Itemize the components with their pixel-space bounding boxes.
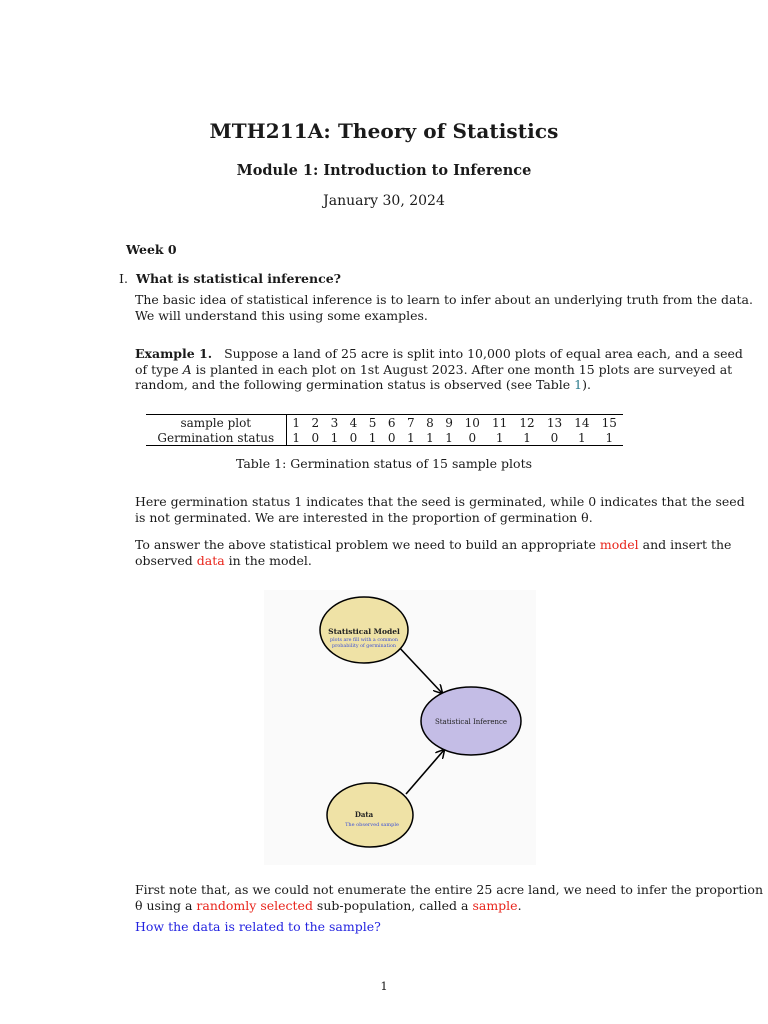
plot-number-cell: 12 xyxy=(513,415,540,431)
intro-paragraph xyxy=(135,292,753,323)
paragraph-line: observed data in the model. xyxy=(135,552,312,568)
plot-number-cell: 14 xyxy=(568,415,595,431)
example-label: Example 1. xyxy=(135,346,213,361)
data-title: Data xyxy=(354,810,374,819)
germination-status-cell: 0 xyxy=(306,430,325,446)
page-number: 1 xyxy=(380,979,388,993)
seed-type-variable: A xyxy=(182,361,192,377)
sample-paragraph xyxy=(135,882,763,913)
model-paragraph xyxy=(135,537,732,568)
germination-table xyxy=(146,414,623,446)
row-header: Germination status xyxy=(146,430,286,446)
germination-status-cell: 1 xyxy=(325,430,344,446)
data-sample-question-link[interactable]: How the data is related to the sample? xyxy=(135,919,381,934)
inference-title: Statistical Inference xyxy=(434,718,508,726)
germination-status-cell: 1 xyxy=(513,430,540,446)
germination-status-cell: 1 xyxy=(420,430,439,446)
row-header: sample plot xyxy=(146,415,286,431)
table-reference-link[interactable]: 1 xyxy=(574,377,583,392)
germination-status-cell: 1 xyxy=(363,430,382,446)
table-row xyxy=(146,430,623,446)
table-row xyxy=(146,415,623,431)
section-number: I. xyxy=(119,271,128,286)
plot-number-cell: 7 xyxy=(401,415,420,431)
germination-status-cell: 1 xyxy=(439,430,458,446)
document-subtitle: Module 1: Introduction to Inference xyxy=(236,162,532,179)
germination-status-cell: 1 xyxy=(486,430,513,446)
paragraph-line: is not germinated. We are interested in the proportion of germination θ. xyxy=(135,509,593,525)
germination-status-cell: 1 xyxy=(401,430,420,446)
document-date: January 30, 2024 xyxy=(323,193,445,209)
week-heading: Week 0 xyxy=(126,242,177,257)
germination-status-cell: 1 xyxy=(286,430,306,446)
germination-status-cell: 0 xyxy=(459,430,486,446)
plot-number-cell: 11 xyxy=(486,415,513,431)
paragraph-line: θ using a randomly selected sub-population, called a sample. xyxy=(135,897,522,913)
intro-line: The basic idea of statistical inference is to learn to infer about an underlying truth from the data. xyxy=(135,292,753,307)
plot-number-cell: 3 xyxy=(325,415,344,431)
sample-link[interactable]: sample xyxy=(472,897,518,913)
model-title: Statistical Model xyxy=(328,627,400,636)
example-line: Example 1. Suppose a land of 25 acre is split into 10,000 plots of equal area each, and a seed xyxy=(135,346,743,361)
plot-number-cell: 10 xyxy=(459,415,486,431)
plot-number-cell: 13 xyxy=(541,415,568,431)
model-link[interactable]: model xyxy=(599,537,639,552)
plot-number-cell: 1 xyxy=(286,415,306,431)
plot-number-cell: 4 xyxy=(344,415,363,431)
germination-status-cell: 1 xyxy=(568,430,595,446)
section-title: What is statistical inference? xyxy=(136,271,341,286)
data-link[interactable]: data xyxy=(196,552,225,568)
plot-number-cell: 15 xyxy=(596,415,623,431)
model-subtitle: plots are fill with a common xyxy=(330,638,398,643)
example-paragraph xyxy=(135,346,743,393)
document-title: MTH211A: Theory of Statistics xyxy=(209,119,559,143)
germination-status-cell: 1 xyxy=(596,430,623,446)
status-explanation-paragraph xyxy=(135,494,745,525)
example-line: of type A is planted in each plot on 1st August 2023. After one month 15 plots are surveyed at xyxy=(135,361,733,377)
germination-status-cell: 0 xyxy=(541,430,568,446)
plot-number-cell: 8 xyxy=(420,415,439,431)
example-line: random, and the following germination status is observed (see Table 1). xyxy=(135,377,591,392)
paragraph-line: Here germination status 1 indicates that the seed is germinated, while 0 indicates that the seed xyxy=(135,494,745,509)
plot-number-cell: 5 xyxy=(363,415,382,431)
paragraph-line: First note that, as we could not enumerate the entire 25 acre land, we need to infer the proportion xyxy=(135,882,763,897)
intro-line: We will understand this using some examples. xyxy=(135,307,428,323)
table-caption: Table 1: Germination status of 15 sample plots xyxy=(235,456,533,471)
model-subtitle: probability of germination xyxy=(332,644,396,649)
data-subtitle: The observed sample xyxy=(345,822,399,828)
germination-status-cell: 0 xyxy=(344,430,363,446)
plot-number-cell: 2 xyxy=(306,415,325,431)
plot-number-cell: 6 xyxy=(382,415,401,431)
germination-status-cell: 0 xyxy=(382,430,401,446)
paragraph-line: To answer the above statistical problem we need to build an appropriate model and insert the xyxy=(135,537,732,552)
randomly-selected-link[interactable]: randomly selected xyxy=(196,897,313,913)
inference-diagram xyxy=(264,590,536,865)
plot-number-cell: 9 xyxy=(439,415,458,431)
